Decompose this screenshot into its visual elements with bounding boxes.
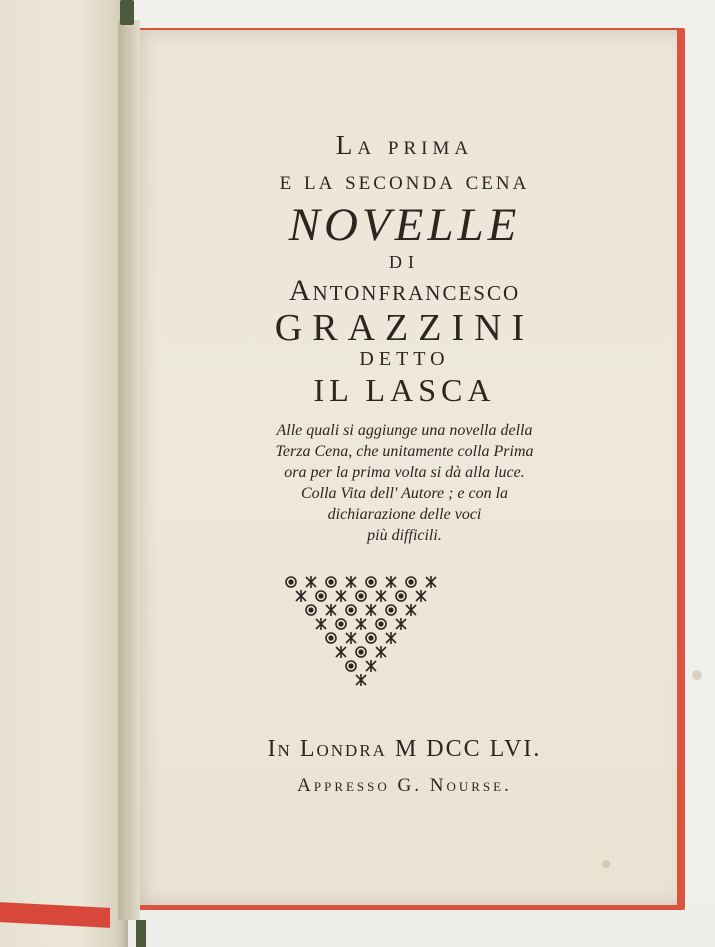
ornament-flower	[336, 619, 346, 629]
ornament-flower	[376, 646, 386, 658]
ornament-flower	[416, 590, 426, 602]
ornament-flower	[366, 604, 376, 616]
ornament-flower	[296, 590, 306, 602]
author-first-name: Antonfrancesco	[288, 274, 521, 307]
description-line: Alle quali si aggiunge una novella della	[276, 422, 533, 439]
description-line: ora per la prima volta si dà alla luce.	[284, 464, 525, 481]
title-di: DI	[389, 252, 420, 272]
ornament-flower	[356, 647, 366, 657]
description-line: più difficili.	[367, 527, 442, 544]
ornament-flower	[346, 605, 356, 615]
title-detto: DETTO	[359, 348, 450, 370]
description-line: dichiarazione delle voci	[327, 506, 482, 523]
ornament-flower	[386, 632, 396, 644]
foxing-spot	[602, 860, 610, 868]
left-endpaper	[0, 0, 128, 947]
ornament-flower	[346, 632, 356, 644]
ornament-flower	[376, 590, 386, 602]
title-novelle: NOVELLE	[288, 199, 521, 251]
ornament-flower	[406, 577, 416, 587]
ornament-flower	[396, 591, 406, 601]
imprint-place-date: In Londra M DCC LVI.	[267, 736, 542, 762]
ornament-flower	[356, 618, 366, 630]
ribbon-bookmark-bottom	[136, 920, 146, 947]
ornament-flower	[406, 604, 416, 616]
title-line-la-prima: La prima	[335, 130, 474, 160]
ornament-flower	[306, 605, 316, 615]
ornament-flower	[316, 618, 326, 630]
ornament-flower	[366, 577, 376, 587]
ornament-flower	[356, 591, 366, 601]
ornament-flower	[366, 633, 376, 643]
ornament-flower	[326, 633, 336, 643]
printers-ornament	[277, 572, 445, 690]
imprint-publisher: Appresso G. Nourse.	[297, 775, 512, 796]
ornament-flower	[286, 577, 296, 587]
ornament-flower	[356, 674, 366, 686]
author-surname: GRAZZINI	[274, 307, 535, 349]
description-line: Colla Vita dell' Autore ; e con la	[300, 485, 509, 502]
author-nickname: IL LASCA	[313, 372, 496, 408]
ornament-flower	[366, 660, 376, 672]
ornament-flower	[376, 619, 386, 629]
ornament-flower	[336, 646, 346, 658]
ornament-flower	[316, 591, 326, 601]
ornament-flower	[386, 576, 396, 588]
ornament-flower	[306, 576, 316, 588]
ornament-flower	[386, 605, 396, 615]
ornament-flower	[326, 604, 336, 616]
ornament-flower	[326, 577, 336, 587]
description-line: Terza Cena, che unitamente colla Prima	[275, 443, 534, 460]
title-line-seconda-cena: e la seconda cena	[279, 165, 530, 195]
ornament-flower	[346, 576, 356, 588]
description-paragraph	[132, 420, 677, 546]
ornament-flower	[396, 618, 406, 630]
ornament-flower	[426, 576, 436, 588]
ornament-flower	[336, 590, 346, 602]
ribbon-bookmark-top	[120, 0, 134, 25]
foxing-spot	[692, 670, 702, 680]
ornament-flower	[346, 661, 356, 671]
